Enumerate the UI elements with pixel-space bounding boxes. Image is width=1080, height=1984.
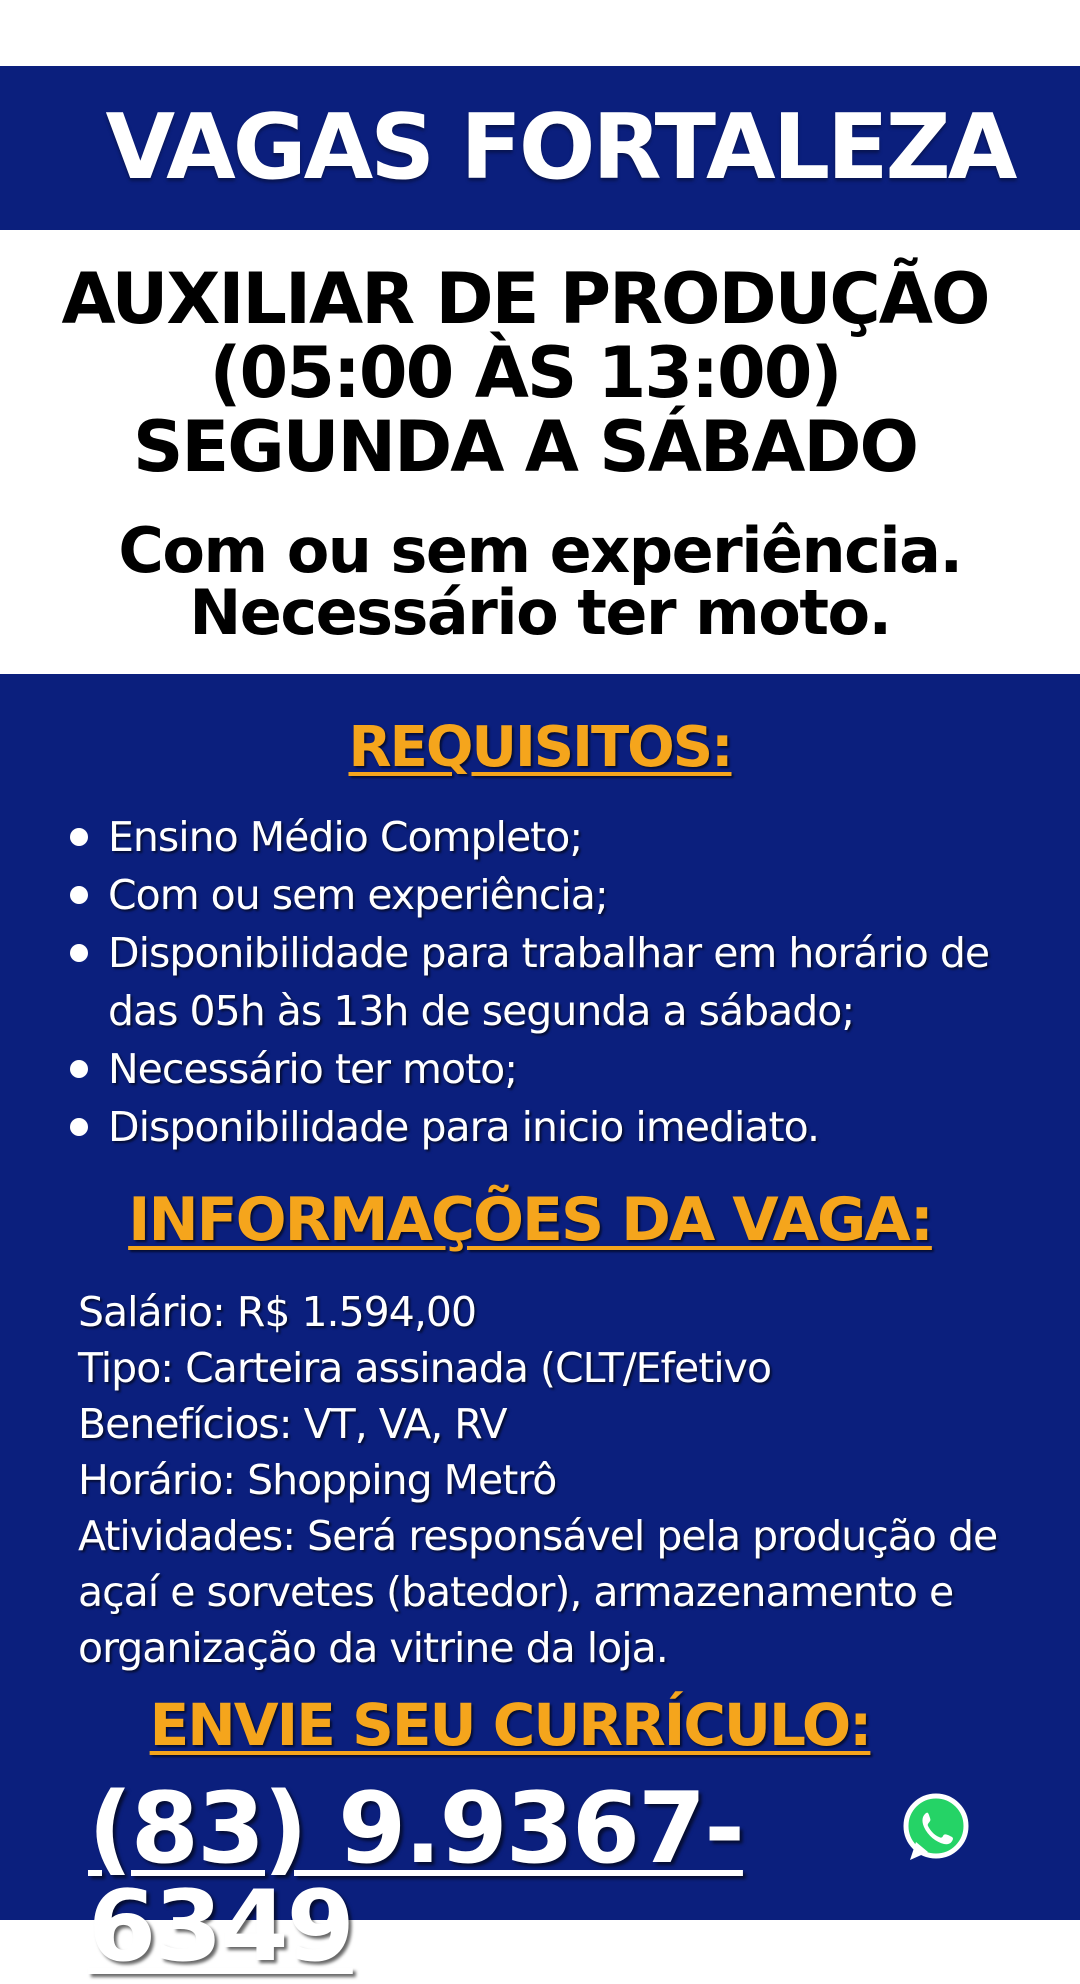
bullet-icon: [70, 828, 88, 846]
bullet-icon: [70, 944, 88, 962]
bullet-icon: [70, 886, 88, 904]
list-item: [66, 1098, 1026, 1156]
list-item: [66, 924, 1026, 1040]
bullet-icon: [70, 1118, 88, 1136]
salary-line: Salário: R$ 1.594,00: [78, 1288, 477, 1336]
activities-line: organização da vitrine da loja.: [78, 1624, 668, 1672]
moto-note: Necessário ter moto.: [189, 576, 891, 649]
activities-line: açaí e sorvetes (batedor), armazenamento e: [78, 1568, 954, 1616]
job-days: SEGUNDA A SÁBADO: [132, 406, 918, 488]
bullet-icon: [70, 1060, 88, 1078]
activities-line: Atividades: Será responsável pela produção de: [78, 1512, 998, 1560]
title-banner: [0, 66, 1080, 230]
job-hours: (05:00 ÀS 13:00): [209, 332, 841, 414]
list-item-text: Com ou sem experiência;: [108, 871, 608, 919]
requirements-heading: REQUISITOS:: [348, 715, 732, 780]
list-item-text: Disponibilidade para inicio imediato.: [108, 1103, 819, 1151]
phone-number[interactable]: (83) 9.9367-6349: [88, 1772, 743, 1984]
details-panel: [0, 674, 1080, 1984]
experience-note: Com ou sem experiência.: [118, 514, 962, 587]
top-margin: [0, 0, 1080, 66]
job-info-block: [78, 1284, 1038, 1676]
list-item: [66, 866, 1026, 924]
benefits-line: Benefícios: VT, VA, RV: [78, 1400, 507, 1448]
contract-type-line: Tipo: Carteira assinada (CLT/Efetivo: [78, 1344, 772, 1392]
list-item-text: Disponibilidade para trabalhar em horário de das 05h às 13h de segunda a sábado;: [108, 929, 990, 1035]
contact-row: [88, 1772, 988, 1984]
list-item: [66, 1040, 1026, 1098]
list-item: [66, 808, 1026, 866]
schedule-line: Horário: Shopping Metrô: [78, 1456, 557, 1504]
send-resume-heading: ENVIE SEU CURRÍCULO:: [149, 1691, 871, 1759]
list-item-text: Necessário ter moto;: [108, 1045, 518, 1093]
whatsapp-icon[interactable]: [898, 1790, 974, 1866]
page-title: VAGAS FORTALEZA: [105, 95, 1015, 200]
job-summary: [0, 230, 1080, 674]
list-item-text: Ensino Médio Completo;: [108, 813, 583, 861]
job-info-heading: INFORMAÇÕES DA VAGA:: [128, 1185, 932, 1255]
job-title: AUXILIAR DE PRODUÇÃO: [61, 258, 989, 340]
requirements-list: [66, 808, 1026, 1156]
